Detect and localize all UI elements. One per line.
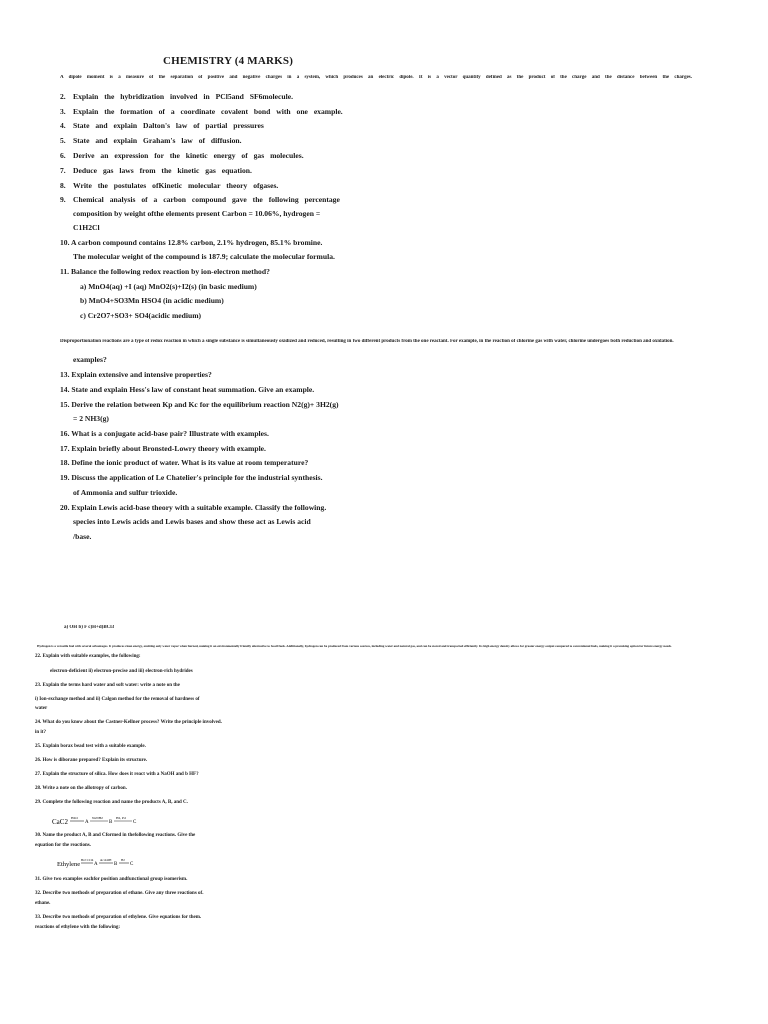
question-number: 6.: [60, 151, 66, 160]
question-item: 27. Explain the structure of silica. How does it react with a NaOH and b HF?: [35, 772, 199, 777]
question-text: State and explain Graham's law of diffusion.: [73, 136, 242, 145]
question-item: 19. Discuss the application of Le Chatelier's principle for the industrial synthesis.: [60, 473, 323, 482]
question-item: 25. Explain borax bead test with a suitable example.: [35, 744, 146, 749]
question-number: 9.: [60, 195, 66, 204]
question-text: Deduce gas laws from the kinetic gas equation.: [73, 166, 252, 175]
q11-b: b) MnO4+SO3Mn HSO4 (in acidic medium): [80, 296, 224, 305]
question-item: i) Ion-exchange method and ii) Calgon method for the removal of hardness of: [35, 697, 200, 702]
reaction-scheme-1: [52, 812, 142, 828]
question-item: 26. How is diborane prepared? Explain its structure.: [35, 758, 148, 763]
question-text: Explain the formation of a coordinate covalent bond with one example.: [73, 107, 343, 116]
question-item: [60, 106, 343, 117]
question-item: 28. Write a note on the allotropy of carbon.: [35, 786, 127, 791]
q11-c: c) Cr2O7+SO3+ SO4(acidic medium): [80, 311, 202, 320]
question-item: 31. Give two examples eachfor position andfunctional group isomerism.: [35, 877, 188, 882]
question-number: 3.: [60, 107, 66, 116]
product-c: C: [130, 862, 134, 867]
question-item: 14. State and explain Hess's law of constant heat summation. Give an example.: [60, 385, 315, 394]
q30-line2: equation for the reactions.: [35, 843, 91, 848]
question-item: 20. Explain Lewis acid-base theory with a suitable example. Classify the following.: [60, 503, 327, 512]
reagent-3: H2, Pd: [116, 816, 126, 820]
question-number: 5.: [60, 136, 66, 145]
q10-line1: 10. A carbon compound contains 12.8% carbon, 2.1% hydrogen, 85.1% bromine.: [60, 238, 323, 247]
question-item: 32. Describe two methods of preparation of ethane. Give any three reactions of.: [35, 891, 204, 896]
question-number: 7.: [60, 166, 66, 175]
question-item: 13. Explain extensive and intensive properties?: [60, 370, 212, 379]
page-title: CHEMISTRY (4 MARKS): [163, 55, 294, 67]
q11: 11. Balance the following redox reaction by ion-electron method?: [60, 267, 270, 276]
dipole-intro: A dipole moment is a measure of the separation of positive and negative charges in a system, which produces an electric dipole. It is a vector quantity defined as the product of the charge and the distance between the charges.: [60, 75, 692, 80]
product-c: C: [133, 820, 137, 825]
question-item: [60, 165, 252, 176]
question-item: species into Lewis acids and Lewis bases and show these act as Lewis acid: [73, 517, 311, 526]
question-text: State and explain Dalton's law of partial pressures: [73, 121, 264, 130]
hydrogen-fuel-text: Hydrogen is a versatile fuel with several advantages. It produces clean energy, emitting only water vapor when burned, making it an environmentally friendly alternative to fossil fuels. Additionally, hydrogen can be produced from various sources, including water and natural gas, and can be stored and transported efficiently. Its high energy density allows for greater energy output compared to conventional fuels, making it a promising option for future energy needs.: [37, 644, 672, 648]
reagent-3: H2: [121, 858, 125, 862]
question-text: Chemical analysis of a carbon compound gave the following percentage: [73, 195, 340, 204]
question-item: 18. Define the ionic product of water. What is its value at room temperature?: [60, 458, 309, 467]
question-item: 29. Complete the following reaction and name the products A, B, and C.: [35, 800, 188, 805]
species-list: a) OH b) F c)H+d)BCl3: [64, 625, 115, 630]
question-number: 8.: [60, 181, 66, 190]
question-item: of Ammonia and sulfur trioxide.: [73, 488, 178, 497]
reaction1-start: CaC2: [52, 818, 68, 826]
question-item: [60, 180, 278, 191]
question-item: [60, 194, 340, 205]
product-b: B: [114, 862, 118, 867]
product-a: A: [85, 820, 89, 825]
question-item: 33. Describe two methods of preparation of ethylene. Give equations for them.: [35, 915, 202, 920]
question-text: Write the postulates ofKinetic molecular theory ofgases.: [73, 181, 279, 190]
question-item: 23. Explain the terms hard water and soft water: write a note on the: [35, 683, 180, 688]
q11-a: a) MnO4(aq) +I (aq) MnO2(s)+I2(s) (in basic medium): [80, 282, 257, 291]
question-item: 15. Derive the relation between Kp and Kc for the equilibrium reaction N2(g)+ 3H2(g): [60, 400, 339, 409]
question-item: in it?: [35, 730, 46, 735]
question-item: 24. What do you know about the Castner-Kellner process? Write the principle involved.: [35, 720, 222, 725]
question-item: 22. Explain with suitable examples, the following:: [35, 654, 141, 659]
question-item: [60, 135, 242, 146]
question-item: [60, 91, 293, 102]
question-item: [60, 150, 304, 161]
question-item: = 2 NH3(g): [73, 414, 109, 423]
reaction-scheme-2: [57, 854, 137, 870]
product-b: B: [109, 820, 113, 825]
q9-line2: composition by weight ofthe elements present Carbon = 10.06%, hydrogen =: [73, 209, 321, 218]
question-item: 17. Explain briefly about Bronsted-Lowry theory with example.: [60, 444, 266, 453]
question-item: electron-deficient ii) electron-precise and iii) electron-rich hydrides: [50, 669, 193, 674]
reagent-2: NaNH2: [92, 816, 103, 820]
q30: 30. Name the product A, B and Cformed in thefollowing reactions. Give the: [35, 833, 196, 838]
question-item: ethane.: [35, 901, 51, 906]
question-item: [60, 120, 264, 131]
reagent-1: Br2 CCl4: [81, 858, 94, 862]
question-number: 2.: [60, 92, 66, 101]
question-item: reactions of ethylene with the following:: [35, 925, 121, 930]
reaction2-start: Ethylene: [57, 861, 81, 868]
q9-line3: C1H2Cl: [73, 223, 100, 232]
q10-line2: The molecular weight of the compound is 187.9; calculate the molecular formula.: [73, 252, 335, 261]
question-item: /base.: [73, 532, 92, 541]
question-item: 16. What is a conjugate acid-base pair? Illustrate with examples.: [60, 429, 269, 438]
question-number: 4.: [60, 121, 66, 130]
disproportionation-text: Disproportionation reactions are a type of redox reaction in which a single substance is simultaneously oxidized and reduced, resulting in two different products from the one reactant. For example, in the reaction of chlorine gas with water, chlorine undergoes both reduction and oxidation.: [60, 339, 674, 344]
question-item: water: [35, 706, 48, 711]
examples-line: examples?: [73, 355, 107, 364]
question-text: Explain the hybridization involved in PCl5and SF6molecule.: [73, 92, 293, 101]
question-text: Derive an expression for the kinetic energy of gas molecules.: [73, 151, 304, 160]
product-a: A: [94, 862, 98, 867]
reagent-2: alc.KOH: [100, 858, 112, 862]
reagent-1: H2O: [71, 816, 78, 820]
